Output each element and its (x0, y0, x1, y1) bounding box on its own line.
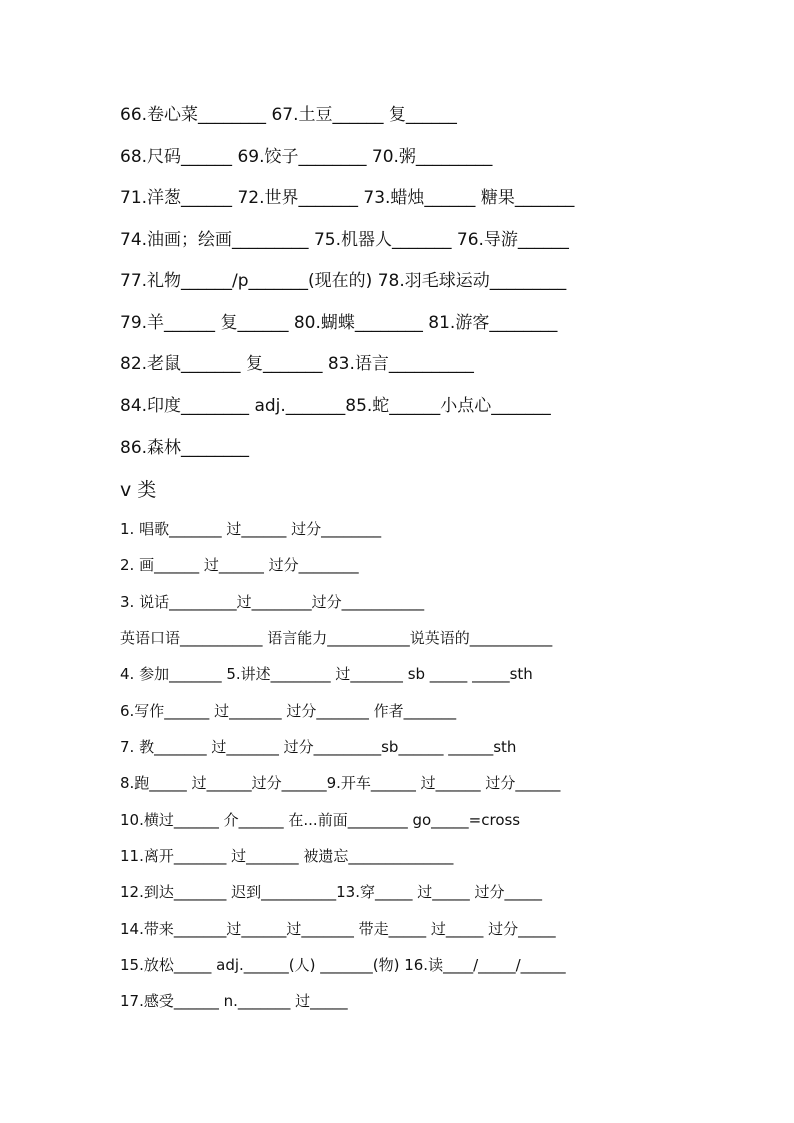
verb-line-3: 3. 说话_________过________过分___________ (120, 593, 425, 611)
verb-line-8: 8.跑_____ 过______过分______9.开车______ 过______ 过分______ (120, 774, 561, 792)
noun-line-86: 86.森林________ (120, 438, 250, 458)
noun-line-71: 71.洋葱______ 72.世界_______ 73.蜡烛______ 糖果_______ (120, 188, 575, 208)
verb-line-4: 4. 参加_______ 5.讲述________ 过_______ sb _____ _____sth (120, 665, 533, 683)
verb-line-12: 12.到达_______ 迟到__________13.穿_____ 过_____ 过分_____ (120, 883, 543, 901)
verb-line-14: 14.带来_______过______过_______ 带走_____ 过_____ 过分_____ (120, 920, 556, 938)
noun-line-77: 77.礼物______/p_______(现在的) 78.羽毛球运动_________ (120, 271, 567, 291)
verb-line-11: 11.离开_______ 过_______ 被遗忘______________ (120, 847, 454, 865)
noun-line-84: 84.印度________ adj._______85.蛇______小点心_______ (120, 396, 551, 416)
noun-line-79: 79.羊______ 复______ 80.蝴蝶________ 81.游客________ (120, 313, 558, 333)
verb-line-2: 2. 画______ 过______ 过分________ (120, 556, 359, 574)
noun-line-82: 82.老鼠_______ 复_______ 83.语言__________ (120, 354, 474, 374)
verb-line-7: 7. 教_______ 过_______ 过分_________sb______ ______sth (120, 738, 517, 756)
noun-line-66: 66.卷心菜________ 67.土豆______ 复______ (120, 105, 457, 125)
noun-line-74: 74.油画；绘画_________ 75.机器人_______ 76.导游______ (120, 230, 569, 250)
verb-line-1: 1. 唱歌_______ 过______ 过分________ (120, 520, 382, 538)
noun-line-68: 68.尺码______ 69.饺子________ 70.粥_________ (120, 147, 493, 167)
section-heading-verbs: v 类 (120, 479, 157, 501)
verb-line-6: 6.写作______ 过_______ 过分_______ 作者_______ (120, 702, 457, 720)
verb-line-15: 15.放松_____ adj.______(人) _______(物) 16.读____/_____/______ (120, 956, 566, 974)
verb-line-10: 10.横过______ 介______ 在...前面________ go_____=cross (120, 811, 521, 829)
verb-line-17: 17.感受______ n._______ 过_____ (120, 992, 348, 1010)
verb-line-3-extra: 英语口语___________ 语言能力___________说英语的___________ (120, 629, 553, 647)
